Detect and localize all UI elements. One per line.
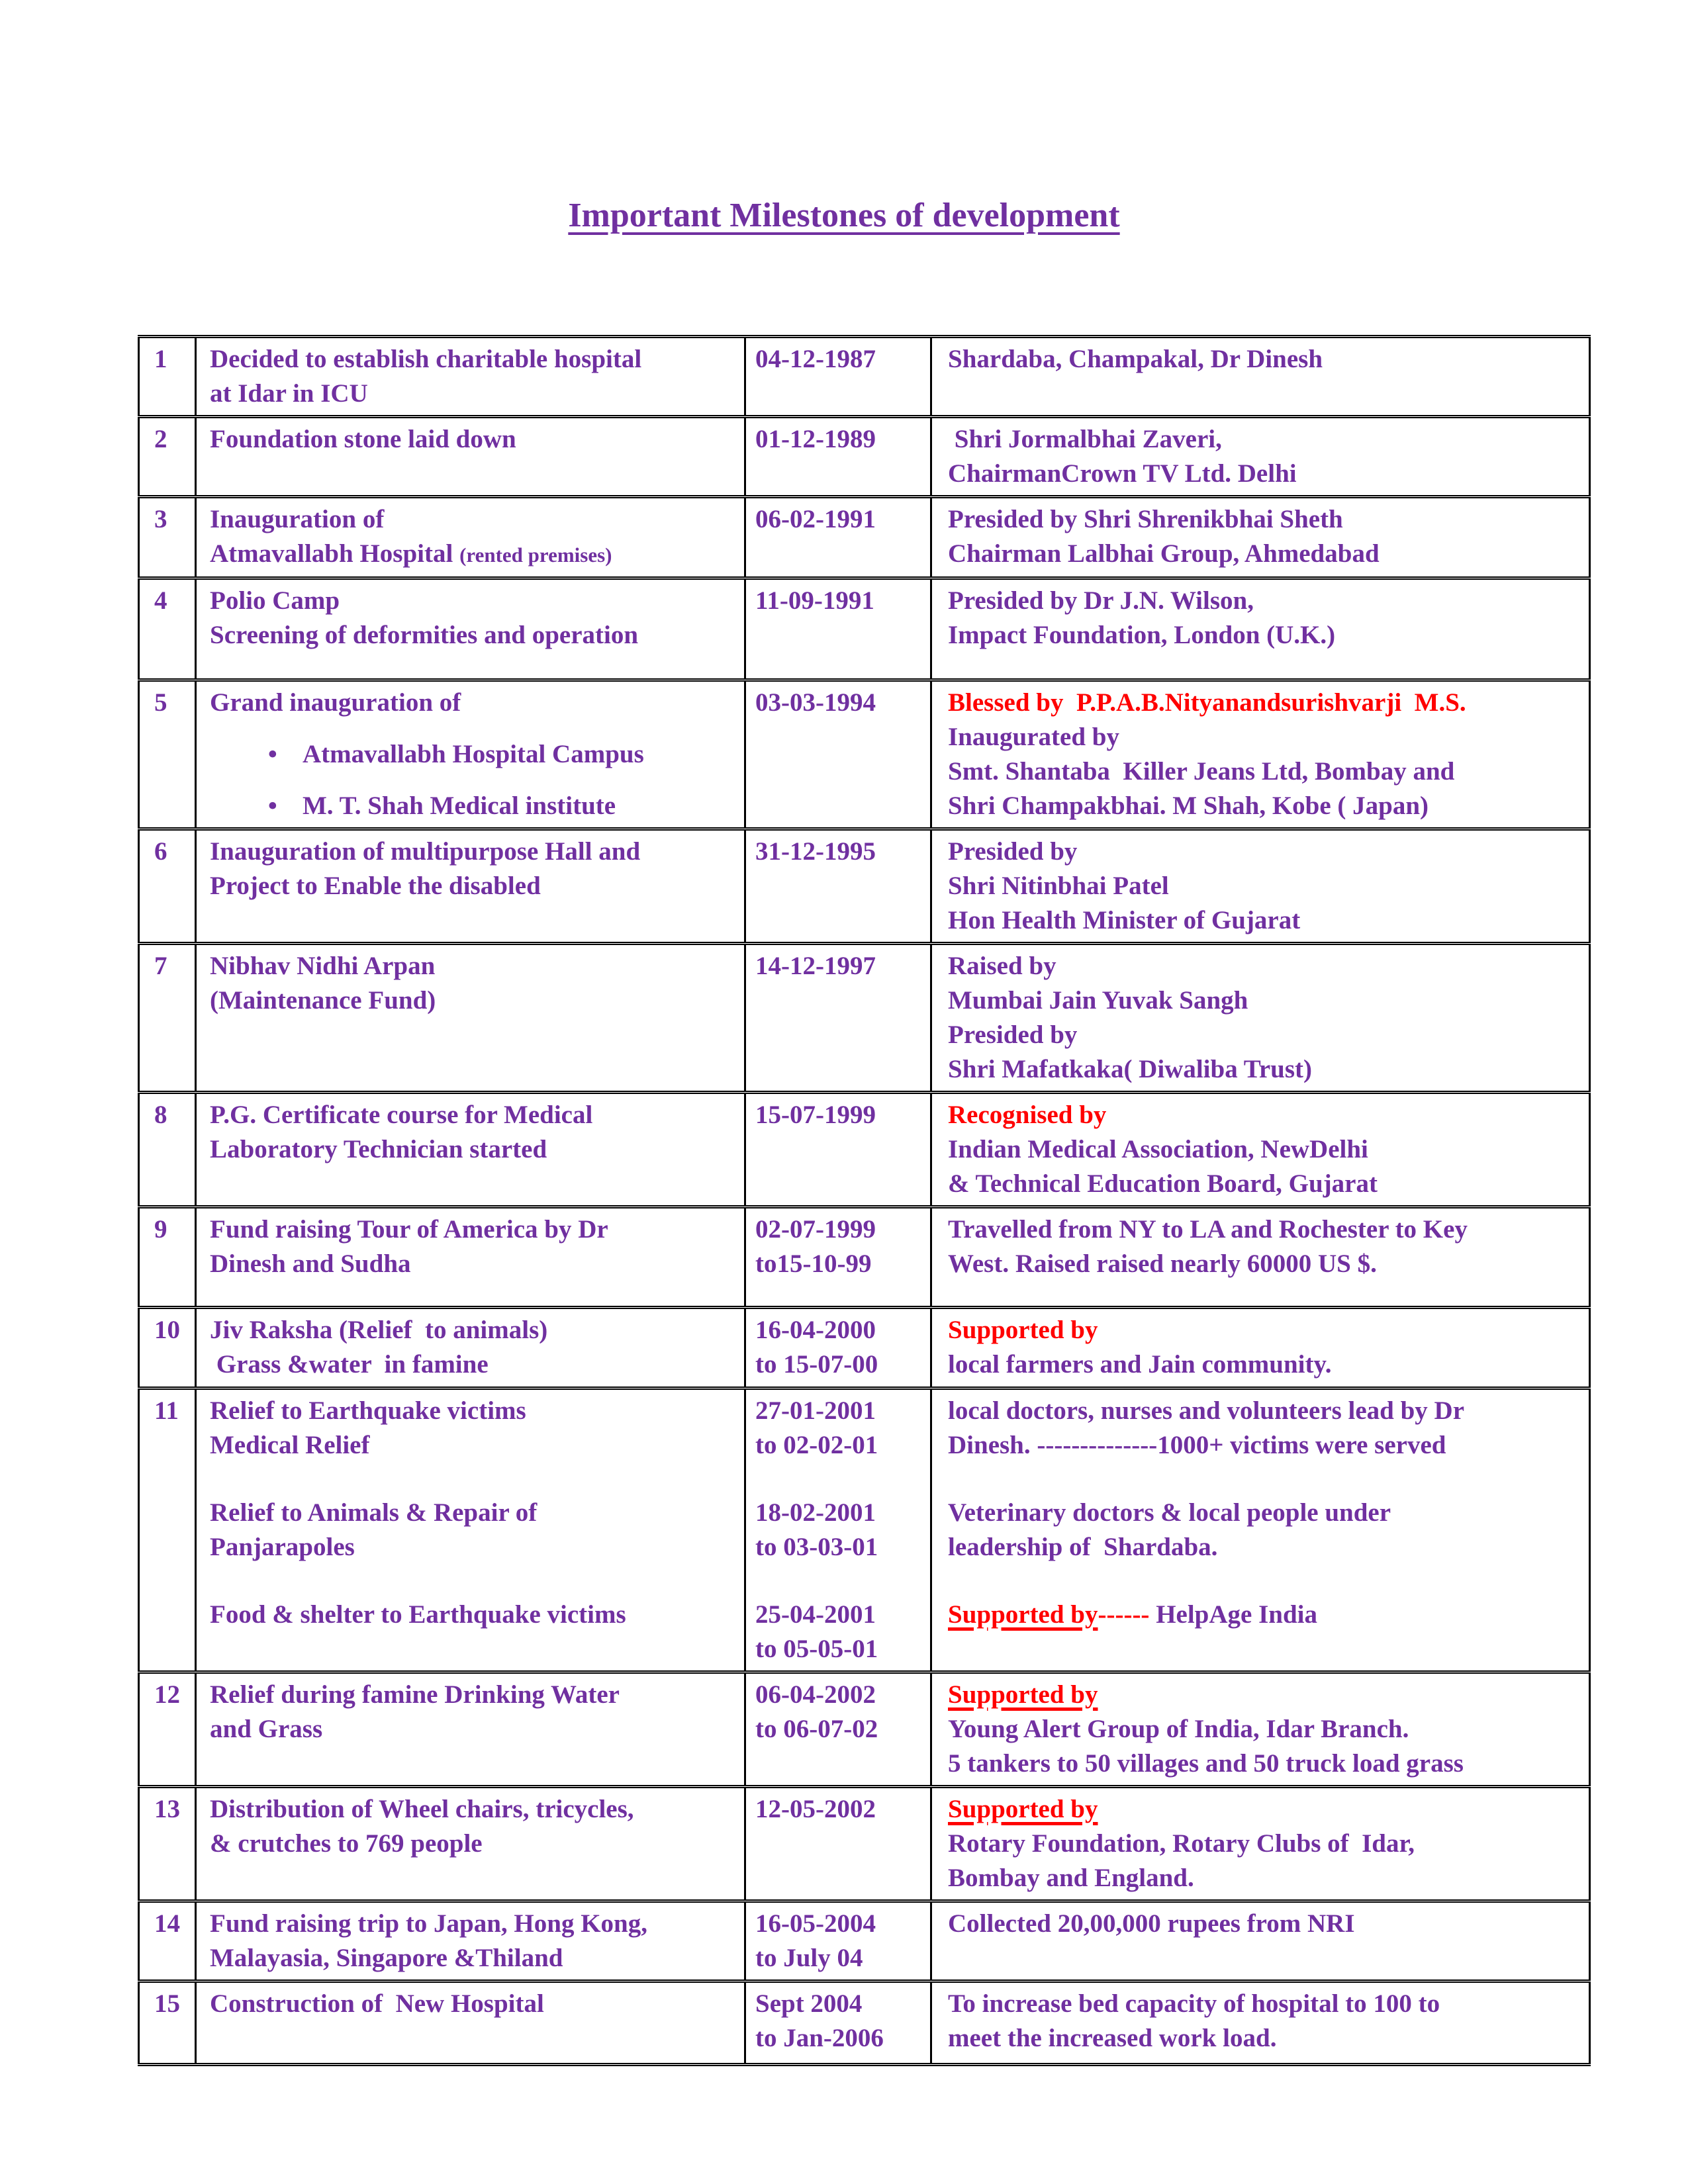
cell-gap: [755, 1463, 927, 1496]
cell-line: Fund raising Tour of America by Dr: [210, 1215, 608, 1244]
cell-line: Polio Camp: [210, 586, 340, 615]
milestone-details-cell: [931, 337, 1590, 417]
milestone-date-cell: [745, 1672, 931, 1787]
cell-line: [210, 789, 739, 823]
table-row: [139, 1093, 1590, 1207]
cell-line: [948, 1098, 1583, 1132]
cell-line: 7: [154, 952, 167, 980]
cell-line: meet the increased work load.: [948, 2024, 1277, 2052]
milestone-description-cell: [196, 337, 745, 417]
cell-line: and Grass: [210, 1715, 323, 1743]
milestone-number-cell: [139, 1207, 196, 1308]
milestone-date-cell: [745, 578, 931, 680]
cell-line: Construction of New Hospital: [210, 1989, 544, 2018]
milestone-number-cell: [139, 1901, 196, 1981]
table-row: [139, 1672, 1590, 1787]
cell-line: Distribution of Wheel chairs, tricycles,: [210, 1795, 634, 1823]
cell-line: 2: [154, 425, 167, 453]
cell-line: To increase bed capacity of hospital to 100 to: [948, 1989, 1440, 2018]
milestone-date-cell: [745, 497, 931, 578]
cell-line: Shardaba, Champakal, Dr Dinesh: [948, 345, 1323, 373]
cell-line: 01-12-1989: [755, 425, 876, 453]
cell-text-segment: Supported by: [948, 1316, 1098, 1344]
milestone-number-cell: [139, 1093, 196, 1207]
cell-text-segment: Supported by: [948, 1680, 1098, 1709]
cell-line: ChairmanCrown TV Ltd. Delhi: [948, 459, 1297, 488]
cell-line: to July 04: [755, 1944, 863, 1972]
cell-gap: [948, 1463, 1583, 1496]
cell-line: [948, 686, 1583, 720]
cell-line: Screening of deformities and operation: [210, 621, 639, 649]
cell-line: Smt. Shantaba Killer Jeans Ltd, Bombay and: [948, 757, 1455, 786]
cell-line: 16-05-2004: [755, 1909, 876, 1938]
milestone-details-cell: [931, 578, 1590, 680]
cell-line: Shri Mafatkaka( Diwaliba Trust): [948, 1055, 1313, 1083]
cell-line: 11: [154, 1396, 179, 1425]
cell-line: 27-01-2001: [755, 1396, 876, 1425]
cell-text-segment: Recognised by: [948, 1101, 1107, 1129]
cell-line: [948, 1678, 1583, 1712]
cell-line: & Technical Education Board, Gujarat: [948, 1169, 1378, 1198]
table-row: [139, 578, 1590, 680]
milestone-number-cell: [139, 1308, 196, 1388]
cell-line: Chairman Lalbhai Group, Ahmedabad: [948, 539, 1380, 568]
cell-line: 15: [154, 1989, 180, 2018]
milestone-number-cell: [139, 1388, 196, 1672]
bullet-icon: •: [268, 792, 277, 820]
cell-line: Presided by Dr J.N. Wilson,: [948, 586, 1254, 615]
milestone-details-cell: [931, 1787, 1590, 1901]
cell-line: 14-12-1997: [755, 952, 876, 980]
cell-line: Medical Relief: [210, 1431, 370, 1459]
milestone-details-cell: [931, 417, 1590, 497]
cell-line: 04-12-1987: [755, 345, 876, 373]
cell-line: local farmers and Jain community.: [948, 1350, 1332, 1379]
cell-line: 11-09-1991: [755, 586, 874, 615]
cell-line: 5: [154, 688, 167, 717]
cell-text-segment: M. T. Shah Medical institute: [303, 792, 616, 820]
milestone-date-cell: [745, 1901, 931, 1981]
milestone-date-cell: [745, 944, 931, 1093]
cell-line: 12: [154, 1680, 180, 1709]
milestone-details-cell: [931, 1672, 1590, 1787]
milestone-description-cell: [196, 1901, 745, 1981]
cell-line: Veterinary doctors & local people under: [948, 1498, 1391, 1527]
milestone-details-cell: [931, 1207, 1590, 1308]
milestone-description-cell: [196, 1207, 745, 1308]
cell-line: Relief to Animals & Repair of: [210, 1498, 538, 1527]
cell-line: Inaugurated by: [948, 723, 1119, 751]
cell-text-segment: Atmavallabh Hospital Campus: [303, 740, 644, 768]
milestone-description-cell: [196, 1981, 745, 2065]
cell-line: Nibhav Nidhi Arpan: [210, 952, 436, 980]
cell-line: [948, 1598, 1583, 1632]
cell-line: [948, 1313, 1583, 1347]
cell-line: Laboratory Technician started: [210, 1135, 547, 1163]
cell-line: Rotary Foundation, Rotary Clubs of Idar,: [948, 1829, 1415, 1858]
cell-line: Impact Foundation, London (U.K.): [948, 621, 1336, 649]
milestone-details-cell: [931, 1388, 1590, 1672]
milestone-date-cell: [745, 417, 931, 497]
cell-line: Grass &water in famine: [210, 1350, 489, 1379]
bullet-icon: •: [268, 740, 277, 768]
milestone-number-cell: [139, 680, 196, 829]
milestone-details-cell: [931, 497, 1590, 578]
cell-line: to 15-07-00: [755, 1350, 878, 1379]
cell-line: 12-05-2002: [755, 1795, 876, 1823]
cell-gap: [948, 1565, 1583, 1598]
milestone-description-cell: [196, 680, 745, 829]
milestone-description-cell: [196, 944, 745, 1093]
cell-line: Dinesh and Sudha: [210, 1250, 411, 1278]
cell-line: West. Raised raised nearly 60000 US $.: [948, 1250, 1377, 1278]
cell-line: 03-03-1994: [755, 688, 876, 717]
page-title: Important Milestones of development: [568, 197, 1120, 234]
milestone-details-cell: [931, 680, 1590, 829]
table-row: [139, 829, 1590, 944]
milestones-table-body: [139, 337, 1590, 2065]
cell-line: to 02-02-01: [755, 1431, 878, 1459]
cell-text-segment: ------: [1098, 1600, 1150, 1629]
milestone-details-cell: [931, 1901, 1590, 1981]
cell-line: to15-10-99: [755, 1250, 872, 1278]
table-row: [139, 1308, 1590, 1388]
milestone-date-cell: [745, 1207, 931, 1308]
milestone-date-cell: [745, 1981, 931, 2065]
cell-line: Collected 20,00,000 rupees from NRI: [948, 1909, 1355, 1938]
milestone-number-cell: [139, 829, 196, 944]
milestone-details-cell: [931, 829, 1590, 944]
cell-line: Inauguration of multipurpose Hall and: [210, 837, 641, 866]
cell-gap: [210, 1565, 739, 1598]
cell-line: leadership of Shardaba.: [948, 1533, 1218, 1561]
cell-line: Inauguration of: [210, 505, 385, 533]
cell-line: 31-12-1995: [755, 837, 876, 866]
cell-line: 10: [154, 1316, 180, 1344]
cell-line: to 06-07-02: [755, 1715, 878, 1743]
cell-line: Malayasia, Singapore &Thiland: [210, 1944, 563, 1972]
cell-line: 14: [154, 1909, 180, 1938]
milestone-number-cell: [139, 497, 196, 578]
cell-line: P.G. Certificate course for Medical: [210, 1101, 593, 1129]
milestone-description-cell: [196, 1388, 745, 1672]
cell-line: to 05-05-01: [755, 1635, 878, 1663]
table-row: [139, 1388, 1590, 1672]
cell-text-segment: Atmavallabh Hospital: [210, 539, 460, 568]
cell-line: & crutches to 769 people: [210, 1829, 483, 1858]
milestone-number-cell: [139, 417, 196, 497]
cell-text-segment: Supported by: [948, 1600, 1098, 1629]
cell-line: 4: [154, 586, 167, 615]
milestone-description-cell: [196, 1093, 745, 1207]
milestone-details-cell: [931, 1093, 1590, 1207]
cell-line: at Idar in ICU: [210, 379, 368, 408]
milestone-date-cell: [745, 1388, 931, 1672]
table-row: [139, 1207, 1590, 1308]
milestone-description-cell: [196, 417, 745, 497]
cell-line: [210, 537, 739, 572]
milestones-table: [138, 335, 1591, 2066]
cell-line: 15-07-1999: [755, 1101, 876, 1129]
cell-line: Indian Medical Association, NewDelhi: [948, 1135, 1368, 1163]
cell-gap: [755, 1565, 927, 1598]
cell-line: Bombay and England.: [948, 1864, 1194, 1892]
milestone-date-cell: [745, 337, 931, 417]
cell-line: local doctors, nurses and volunteers lead by Dr: [948, 1396, 1464, 1425]
cell-line: 06-04-2002: [755, 1680, 876, 1709]
milestone-description-cell: [196, 1308, 745, 1388]
milestone-description-cell: [196, 497, 745, 578]
milestone-date-cell: [745, 1093, 931, 1207]
cell-line: Presided by: [948, 1021, 1078, 1049]
milestone-number-cell: [139, 1981, 196, 2065]
cell-line: 18-02-2001: [755, 1498, 876, 1527]
milestone-date-cell: [745, 829, 931, 944]
cell-line: 06-02-1991: [755, 505, 876, 533]
cell-line: [210, 737, 739, 772]
cell-line: Fund raising trip to Japan, Hong Kong,: [210, 1909, 647, 1938]
milestone-description-cell: [196, 1787, 745, 1901]
table-row: [139, 1981, 1590, 2065]
cell-line: Grand inauguration of: [210, 688, 461, 717]
cell-line: Raised by: [948, 952, 1056, 980]
cell-line: 3: [154, 505, 167, 533]
cell-line: 9: [154, 1215, 167, 1244]
cell-line: Foundation stone laid down: [210, 425, 516, 453]
cell-line: Decided to establish charitable hospital: [210, 345, 642, 373]
cell-line: Hon Health Minister of Gujarat: [948, 906, 1301, 934]
cell-line: 16-04-2000: [755, 1316, 876, 1344]
cell-line: Young Alert Group of India, Idar Branch.: [948, 1715, 1409, 1743]
table-row: [139, 680, 1590, 829]
cell-line: (Maintenance Fund): [210, 986, 436, 1015]
milestone-details-cell: [931, 1981, 1590, 2065]
cell-line: Shri Nitinbhai Patel: [948, 872, 1169, 900]
milestone-description-cell: [196, 829, 745, 944]
milestone-details-cell: [931, 1308, 1590, 1388]
cell-line: to 03-03-01: [755, 1533, 878, 1561]
table-row: [139, 497, 1590, 578]
cell-line: Mumbai Jain Yuvak Sangh: [948, 986, 1248, 1015]
cell-line: [948, 1792, 1583, 1827]
table-row: [139, 417, 1590, 497]
cell-line: Jiv Raksha (Relief to animals): [210, 1316, 548, 1344]
cell-gap: [210, 1463, 739, 1496]
cell-line: Food & shelter to Earthquake victims: [210, 1600, 626, 1629]
table-row: [139, 944, 1590, 1093]
milestone-date-cell: [745, 1308, 931, 1388]
milestone-details-cell: [931, 944, 1590, 1093]
cell-line: 5 tankers to 50 villages and 50 truck load grass: [948, 1749, 1464, 1778]
cell-line: 02-07-1999: [755, 1215, 876, 1244]
cell-line: Presided by: [948, 837, 1078, 866]
cell-text-segment: Supported by: [948, 1795, 1098, 1823]
cell-line: Panjarapoles: [210, 1533, 355, 1561]
table-row: [139, 337, 1590, 417]
milestone-number-cell: [139, 944, 196, 1093]
cell-line: Dinesh. --------------1000+ victims were served: [948, 1431, 1446, 1459]
milestone-number-cell: [139, 337, 196, 417]
cell-text-segment: HelpAge India: [1149, 1600, 1317, 1629]
milestone-date-cell: [745, 680, 931, 829]
cell-line: 6: [154, 837, 167, 866]
cell-line: Travelled from NY to LA and Rochester to Key: [948, 1215, 1468, 1244]
cell-line: Shri Jormalbhai Zaveri,: [948, 425, 1222, 453]
cell-line: Relief during famine Drinking Water: [210, 1680, 620, 1709]
table-row: [139, 1787, 1590, 1901]
cell-line: 1: [154, 345, 167, 373]
cell-text-segment: (rented premises): [459, 543, 612, 567]
milestone-number-cell: [139, 1672, 196, 1787]
cell-line: Project to Enable the disabled: [210, 872, 541, 900]
cell-text-segment: Blessed by P.P.A.B.Nityanandsurishvarji M.S.: [948, 688, 1466, 717]
milestone-number-cell: [139, 1787, 196, 1901]
cell-line: 13: [154, 1795, 180, 1823]
cell-line: Relief to Earthquake victims: [210, 1396, 526, 1425]
milestone-description-cell: [196, 578, 745, 680]
table-row: [139, 1901, 1590, 1981]
cell-line: to Jan-2006: [755, 2024, 884, 2052]
milestone-date-cell: [745, 1787, 931, 1901]
cell-line: Shri Champakbhai. M Shah, Kobe ( Japan): [948, 792, 1429, 820]
milestone-number-cell: [139, 578, 196, 680]
cell-line: Sept 2004: [755, 1989, 863, 2018]
milestone-description-cell: [196, 1672, 745, 1787]
cell-line: 8: [154, 1101, 167, 1129]
cell-line: 25-04-2001: [755, 1600, 876, 1629]
cell-line: Presided by Shri Shrenikbhai Sheth: [948, 505, 1343, 533]
